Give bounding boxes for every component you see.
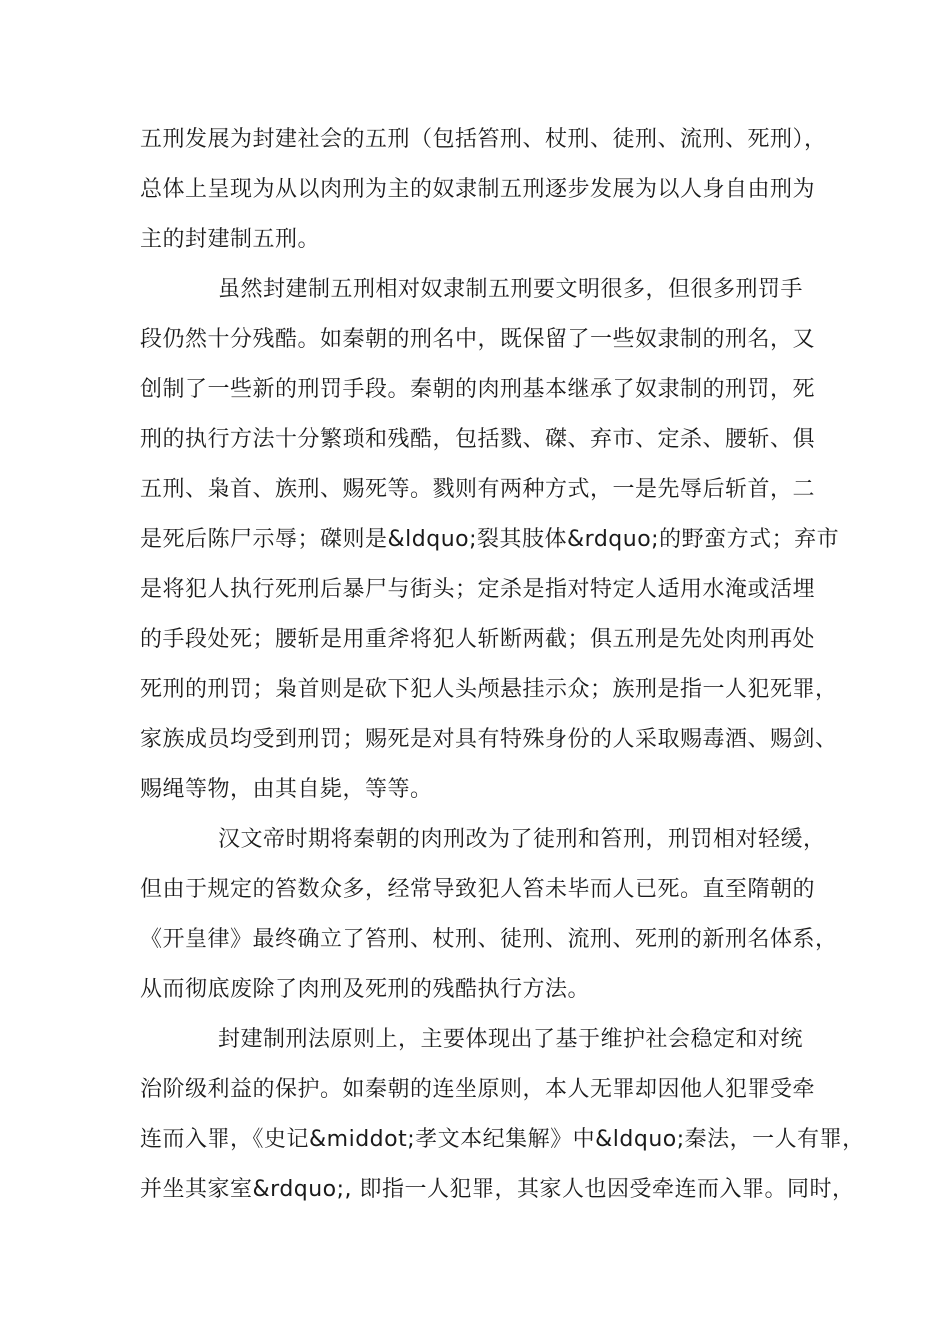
text-line: 是死后陈尸示辱；磔则是&ldquo;裂其肢体&rdquo;的野蛮方式；弃市 bbox=[140, 527, 840, 552]
text-line: 五刑发展为封建社会的五刑（包括笞刑、杖刑、徒刑、流刑、死刑）， bbox=[140, 127, 827, 152]
text-line: 从而彻底废除了肉刑及死刑的残酷执行方法。 bbox=[140, 977, 591, 1002]
text-line: 并坐其家室&rdquo;, 即指一人犯罪，其家人也因受牵连而入罪。同时， bbox=[140, 1177, 855, 1202]
text-line: 段仍然十分残酷。如秦朝的刑名中，既保留了一些奴隶制的刑名，又 bbox=[140, 327, 816, 352]
text-line: 刑的执行方法十分繁琐和残酷，包括戮、磔、弃市、定杀、腰斩、俱 bbox=[140, 427, 816, 452]
text-line: 的手段处死；腰斩是用重斧将犯人斩断两截；俱五刑是先处肉刑再处 bbox=[140, 627, 816, 652]
paragraph-start-line: 汉文帝时期将秦朝的肉刑改为了徒刑和笞刑，刑罚相对轻缓， bbox=[218, 827, 826, 852]
text-line: 治阶级利益的保护。如秦朝的连坐原则，本人无罪却因他人犯罪受牵 bbox=[140, 1077, 816, 1102]
text-line: 赐绳等物，由其自毙，等等。 bbox=[140, 777, 433, 802]
text-line: 家族成员均受到刑罚；赐死是对具有特殊身份的人采取赐毒酒、赐剑、 bbox=[140, 727, 838, 752]
paragraph-start-line: 封建制刑法原则上，主要体现出了基于维护社会稳定和对统 bbox=[218, 1027, 804, 1052]
text-line: 主的封建制五刑。 bbox=[140, 227, 321, 252]
text-line: 但由于规定的笞数众多，经常导致犯人笞未毕而人已死。直至隋朝的 bbox=[140, 877, 816, 902]
paragraph-start-line: 虽然封建制五刑相对奴隶制五刑要文明很多，但很多刑罚手 bbox=[218, 277, 804, 302]
text-line: 总体上呈现为从以肉刑为主的奴隶制五刑逐步发展为以人身自由刑为 bbox=[140, 177, 816, 202]
text-line: 《开皇律》最终确立了笞刑、杖刑、徒刑、流刑、死刑的新刑名体系， bbox=[140, 927, 838, 952]
text-line: 创制了一些新的刑罚手段。秦朝的肉刑基本继承了奴隶制的刑罚，死 bbox=[140, 377, 816, 402]
text-line: 死刑的刑罚；枭首则是砍下犯人头颅悬挂示众；族刑是指一人犯死罪， bbox=[140, 677, 838, 702]
text-line: 连而入罪，《史记&middot;孝文本纪集解》中&ldquo;秦法，一人有罪， bbox=[140, 1127, 865, 1152]
text-line: 是将犯人执行死刑后暴尸与街头；定杀是指对特定人适用水淹或活埋 bbox=[140, 577, 816, 602]
text-line: 五刑、枭首、族刑、赐死等。戮则有两种方式，一是先辱后斩首，二 bbox=[140, 477, 816, 502]
